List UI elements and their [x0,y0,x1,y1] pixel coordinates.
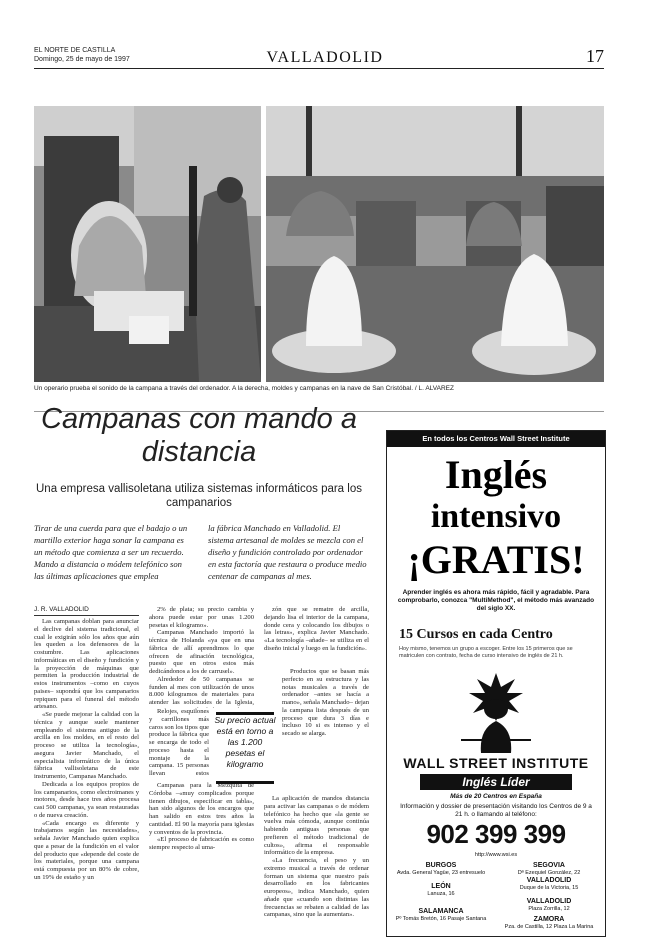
ad-center-burgos [391,863,491,876]
issue-date: Domingo, 25 de mayo de 1997 [34,56,130,63]
paper-name: EL NORTE DE CASTILLA [34,47,116,54]
ad-centers: Más de 20 Centros en España [450,793,542,800]
statue-of-liberty-icon [461,669,531,753]
city-name: VALLADOLID [526,898,572,905]
ad-center-segovia [499,863,599,876]
city-address: Avda. General Yagüe, 23 entresuelo [396,869,486,876]
headline: Campanas con mando a distancia [41,403,357,468]
paragraph: «Cada encargo es diferente y trabajamos según las necesidades», señala Javier Manchado quien explica que a pesar de la fundición en el valor del producto que «depende del coste de los materiales, porque una campana está compuesta por un 80% de cobre, un 19% de estaño y un [34,819,139,881]
city-name: ZAMORA [533,916,565,923]
pullquote: Su precio actual está en torno a las 1.200 pesetas el kilogramo [214,715,276,769]
city-name: BURGOS [425,862,457,869]
city-address: Dª Ezequiel González, 22 [517,869,581,876]
paragraph: Alrededor de 50 campanas se funden al mes con utilización de unos 8.000 kilogramos de materiales para atender las solicitudes de la Iglesia, [149,675,254,706]
paragraph: Dedicada a los equipos propios de los campanarios, como electroimanes y motores, desde hace tres años procesa casi 500 campanas, ya sean restauradas o de nueva creación. [34,780,139,819]
city-address: Lanuza, 16 [427,890,455,897]
ad-website[interactable]: http://www.wsi.es [474,852,518,858]
city-address: Pº Tomás Bretón, 16 Pasaje Santana [395,915,487,922]
ad-center-valladolid-1 [499,878,599,891]
city-address: Plaza Zorrilla, 12 [528,905,570,912]
city-address: Pza. de Castilla, 12 Plaza La Marina [504,923,594,930]
city-name: SALAMANCA [418,908,464,915]
section-title: VALLADOLID [266,49,384,66]
ad-cursos-text: Hoy mismo, tenemos un grupo a escoger. Entre los 15 primeros que se matriculen con contrato, fecha de curso intensivo de inglés de 21 h. [399,646,573,659]
page-number: 17 [586,46,604,66]
ad-banner: En todos los Centros Wall Street Institute [387,431,605,447]
ad-center-valladolid-2 [499,899,599,912]
ad-center-salamanca [391,909,491,922]
article-column-3-middle [282,668,369,793]
photo-operator-computer [34,106,261,382]
paragraph: La aplicación de mandos distancia para activar las campanas o de módem telefónico ha hecho que «la gente se vuelva más cómoda, aunque continúa habiendo antiguas personas que prefieren el método tradicional de cultos», afirma el responsable informático de la empresa. [264,795,369,857]
city-name: SEGOVIA [533,862,565,869]
ad-intro: Aprender inglés es ahora más rápido, fácil y agradable. Para comprobarlo, conozca "MultiMethod", el método más avanzado del siglo XX. [397,589,595,612]
article-column-2-bottom [149,782,254,936]
photo-caption: Un operario prueba el sonido de la campana a través del ordenador. A la derecha, moldes y campanas en la nave de San Cristóbal. / L. ALVAREZ [34,385,454,392]
paragraph: 2% de plata; su precio cambia y ahora puede estar por unas 1.200 pesetas el kilogramo». [149,606,254,629]
article-column-2-middle [149,708,209,778]
paragraph: «La frecuencia, el peso y un extremo musical a través de ordenar forman un sistema que nuestro país desarrollado en los fabricantes europeos», indica Manchado, quien añade que «cuando son distintas las frecuencias se rebaten a calidad de las campanas, sino que la aumentan». [264,857,369,919]
lead-paragraph-left: Tirar de una cuerda para que el badajo o un martillo exterior haga sonar la campana es un método que comienza a ser un recuerdo. Mando a distancia o módem telefónico son las últimas aplicaciones que emplea [34,523,188,581]
ad-center-zamora [499,917,599,930]
article-column-2-top [149,606,254,708]
paragraph: «El proceso de fabricación es como siempre respecto al uma- [149,836,254,851]
byline: J. R. VALLADOLID [34,606,139,616]
paragraph: Productos que se basan más perfecto en su estructura y las notas musicales a través de ordenador –antes se hacía a mano», señala Manchado– dejan la campana lista después de un proceso que dura 3 días e incluso 10 si es intenso y el secado se alarga. [282,668,369,737]
paragraph: Las campanas doblan para anunciar el declive del sistema tradicional, el cual le exigirán sólo los años que aún les queden a los defensores de la costumbre. Las aplicaciones informáticas en el diseño y fundición y la proyección de máquinas que permiten la producción industrial de estos instrumentos –como en cuyos paises– supondrá que los campanarios repiquen para el funeral del método artesano. [34,618,139,711]
city-address: Duque de la Victoria, 15 [519,884,579,891]
ad-phone-number[interactable]: 902 399 399 [426,819,566,849]
subheadline: Una empresa vallisoletana utiliza sistemas informáticos para los campanarios [36,483,362,509]
ad-info: Información y dossier de presentación visitando los Centros de 9 a 21 h. o llamando al teléfono: [400,803,592,818]
city-name: LEÓN [431,883,451,890]
ad-title-gratis: ¡GRATIS! [407,537,585,582]
photo-bell-moulds [266,106,604,382]
article-column-3-top [264,606,369,668]
paragraph: «Se puede mejorar la calidad con la técnica y aunque suele mantener empleando el sistema antiguo de la arcilla en los moldes, en el resto del proceso se utiliza la tecnología», asegura Javier Manchado, el especialista informático de la única fábrica vallisoletana de este instrumento, Campanas Manchado. [34,711,139,780]
ad-slogan: Inglés Líder [420,774,572,790]
ad-brand: WALL STREET INSTITUTE [403,755,589,771]
wall-street-institute-ad[interactable] [386,430,606,937]
paragraph: Campanas Manchado importó la técnica de Holanda «ya que en una fábrica de allí aprendimos lo que ofrecen de afinación tecnológica, puesto que en otros estos más dedicándonos a los de carrusel». [149,629,254,675]
ad-center-leon [391,884,491,897]
ad-cursos-heading: 15 Cursos en cada Centro [399,627,553,642]
header-rule [34,68,604,69]
ad-title-intensivo: intensivo [430,498,562,535]
paragraph: Campanas para la Mezquita de Córdoba –«muy complicados porque tienen dibujos, especificar en tabla», han sido algunos de los encargos que han salido en estos tres años la cantidad. El 90 la mayoría para iglesias y conventos de la provincia. [149,782,254,836]
lead-paragraph-right: la fábrica Manchado en Valladolid. El sistema artesanal de moldes se mezcla con el diseño y fundición controlado por ordenador en esta factoría que restaura o produce medio centenar de campanas al mes. [208,523,367,581]
city-name: VALLADOLID [526,877,572,884]
paragraph: Relojes, esquilones y carrillones más caros son los tipos que produce la fábrica que se encarga de todo el proceso hasta el montaje de la campana. 15 personas llevan estos [149,708,209,777]
ad-title-ingles: Inglés [444,452,548,497]
article-column-1 [34,618,139,936]
paragraph: zón que se rematre de arcilla, dejando lisa el interior de la campana, donde cera y colocando los dibujos o las letras», explica Javier Manchado. «La tecnología –añade– se utiliza en el diseño inicial y luego en la fundición». [264,606,369,652]
article-column-3-bottom [264,795,369,936]
